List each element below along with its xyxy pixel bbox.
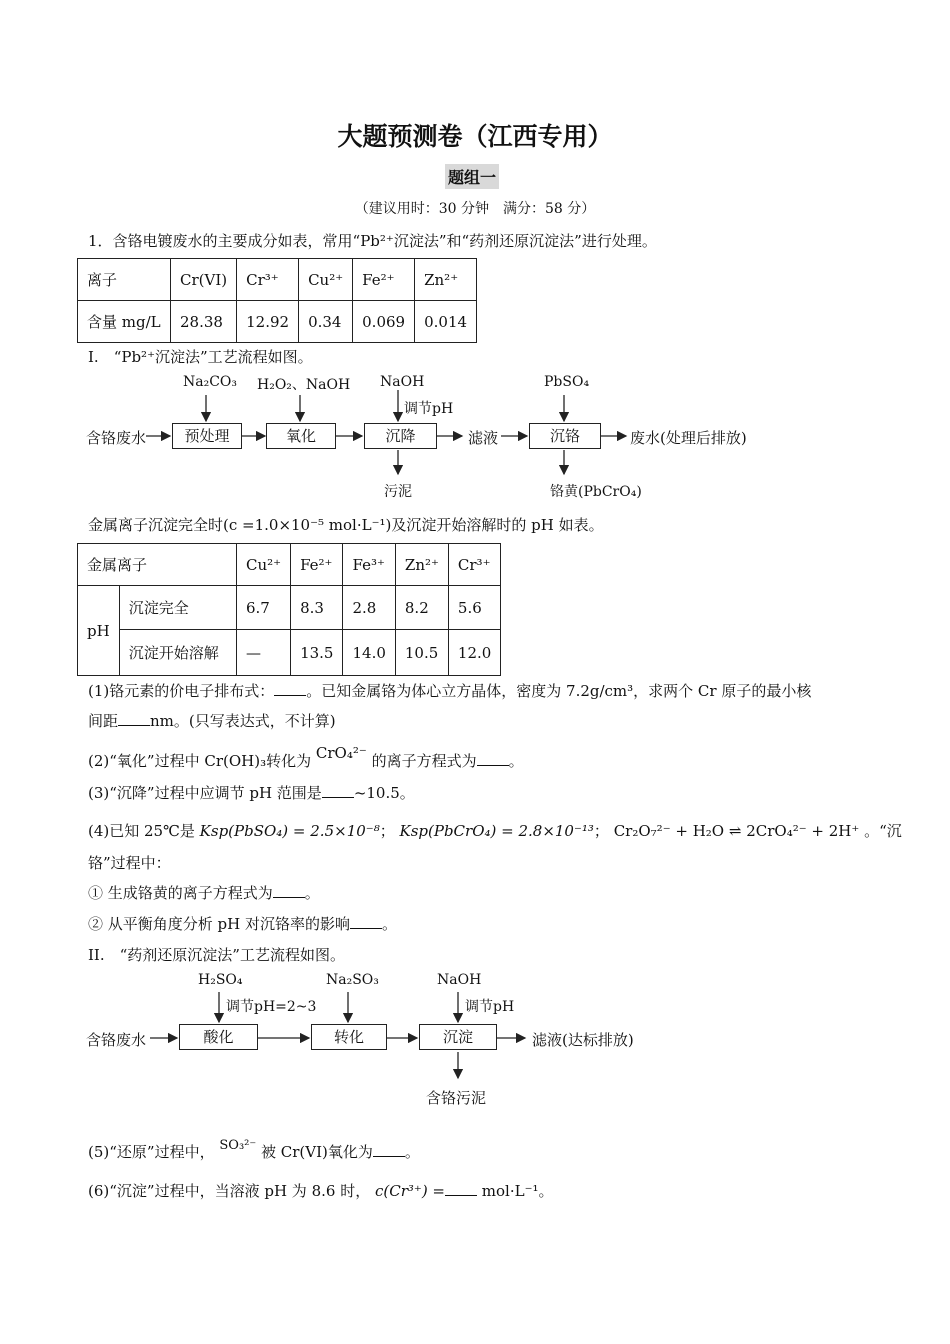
table-cell: 8.2 <box>395 586 448 630</box>
formula: CrO₄²⁻ <box>315 744 367 762</box>
punct: 。 <box>538 1182 554 1200</box>
question-text: ~10.5。 <box>353 784 415 802</box>
table-cell: 沉淀开始溶解 <box>119 630 236 676</box>
punct: 。 <box>382 915 398 933</box>
table-cell: pH <box>78 586 120 676</box>
question-text: (5)“还原”过程中， <box>88 1143 215 1161</box>
flow1-output-chrome-yellow: 铬黄(PbCrO₄) <box>550 484 642 500</box>
flow2-end-label: 滤液(达标排放) <box>532 1031 634 1049</box>
question-group-label: 题组一 <box>445 164 499 189</box>
flow2-adjust-label: 调节pH=2~3 <box>226 999 317 1015</box>
table-cell: Cr³⁺ <box>448 544 500 586</box>
table-cell: 金属离子 <box>78 544 237 586</box>
formula: Cr₂O₇²⁻ + H₂O ⇌ 2CrO₄²⁻ + 2H⁺ <box>613 822 860 840</box>
time-note: （建议用时：30 分钟 满分：58 分） <box>354 201 596 217</box>
answer-blank[interactable] <box>322 785 354 798</box>
flow1-adjust-label: 调节pH <box>404 401 454 417</box>
table-cell: 5.6 <box>448 586 500 630</box>
table-cell: 13.5 <box>291 630 343 676</box>
question-text: (1)铬元素的价电子排布式： <box>88 682 275 700</box>
table-cell: Cr(VI) <box>171 259 237 301</box>
flow1-output-sludge: 污泥 <box>384 484 412 500</box>
formula: SO₃²⁻ <box>219 1138 257 1153</box>
table-cell: 14.0 <box>343 630 395 676</box>
table-cell: 离子 <box>78 259 171 301</box>
flow2-box-precipitate: 沉淀 <box>419 1024 497 1050</box>
table-cell: Fe²⁺ <box>353 259 415 301</box>
flow2-start-label: 含铬废水 <box>86 1031 147 1049</box>
question-text: 间距 <box>88 712 119 730</box>
table-cell: 0.34 <box>299 301 353 343</box>
question-intro: 1．含铬电镀废水的主要成分如表，常用“Pb²⁺沉淀法”和“药剂还原沉淀法”进行处理。 <box>88 232 657 250</box>
flow2-box-acidify: 酸化 <box>179 1024 258 1050</box>
punct: 。 <box>304 884 320 902</box>
formula: c(Cr³⁺) = <box>374 1182 446 1200</box>
table-cell: Cu²⁺ <box>299 259 353 301</box>
table-cell: 28.38 <box>171 301 237 343</box>
flow1-end-label: 废水(处理后排放) <box>630 429 747 447</box>
question-4-sub2 <box>88 913 397 934</box>
answer-blank[interactable] <box>350 916 382 929</box>
part2-title: II. “药剂还原沉淀法”工艺流程如图。 <box>88 946 345 964</box>
flow2-box-convert: 转化 <box>311 1024 387 1050</box>
table-cell: 10.5 <box>395 630 448 676</box>
answer-blank[interactable] <box>274 683 306 696</box>
part1-title: I. “Pb²⁺沉淀法”工艺流程如图。 <box>88 348 313 366</box>
question-text: (3)“沉降”过程中应调节 pH 范围是 <box>88 784 322 802</box>
table-cell: 12.92 <box>237 301 299 343</box>
question-2 <box>88 744 524 771</box>
question-4-line2: 铬”过程中： <box>88 854 171 872</box>
flow2-reagent: Na₂SO₃ <box>326 972 379 988</box>
formula: Ksp(PbSO₄) = 2.5×10⁻⁸ <box>199 822 380 840</box>
flow1-reagent: Na₂CO₃ <box>183 374 238 390</box>
table-cell: 8.3 <box>291 586 343 630</box>
flow2-reagent: NaOH <box>437 972 482 988</box>
question-text: 。已知金属铬为体心立方晶体，密度为 7.2g/cm³，求两个 Cr 原子的最小核 <box>306 682 812 700</box>
table-cell: Zn²⁺ <box>395 544 448 586</box>
question-1-line1 <box>88 680 811 701</box>
table-cell: Cu²⁺ <box>237 544 291 586</box>
table-cell: 2.8 <box>343 586 395 630</box>
table-cell: 12.0 <box>448 630 500 676</box>
question-text: nm。(只写表达式，不计算) <box>150 712 336 730</box>
answer-blank[interactable] <box>118 713 150 726</box>
flow1-reagent: NaOH <box>380 374 425 390</box>
question-5 <box>88 1138 420 1162</box>
question-text: (2)“氧化”过程中 Cr(OH)₃转化为 <box>88 752 312 770</box>
answer-blank[interactable] <box>477 753 509 766</box>
table-cell: 0.069 <box>353 301 415 343</box>
answer-blank[interactable] <box>273 885 305 898</box>
table-cell: 含量 mg/L <box>78 301 171 343</box>
table-cell: 6.7 <box>237 586 291 630</box>
table-cell: 0.014 <box>415 301 477 343</box>
flow1-reagent: PbSO₄ <box>544 374 590 390</box>
table2-intro: 金属离子沉淀完全时(c =1.0×10⁻⁵ mol·L⁻¹)及沉淀开始溶解时的 pH 如表。 <box>88 516 604 534</box>
question-text: (4)已知 25℃是 <box>88 822 195 840</box>
table-cell: Zn²⁺ <box>415 259 477 301</box>
flow2-adjust-label: 调节pH <box>465 999 515 1015</box>
question-4-sub1 <box>88 882 320 903</box>
table-cell: — <box>237 630 291 676</box>
question-text: ② 从平衡角度分析 pH 对沉铬率的影响 <box>88 915 350 933</box>
answer-blank[interactable] <box>445 1183 477 1196</box>
flow1-box-settle: 沉降 <box>364 423 437 449</box>
answer-blank[interactable] <box>373 1144 405 1157</box>
formula: Ksp(PbCrO₄) = 2.8×10⁻¹³ <box>399 822 594 840</box>
flow1-box-chromium: 沉铬 <box>529 423 601 449</box>
unit: mol·L⁻¹ <box>481 1182 539 1200</box>
question-4-line1: (4)已知 25℃是 Ksp(PbSO₄) = 2.5×10⁻⁸； Ksp(PbCrO₄) = 2.8×10⁻¹³； Cr₂O₇²⁻ + H₂O ⇌ 2CrO₄²⁻ + 2H⁺ 。“沉 <box>88 822 902 840</box>
flow2-output-sludge: 含铬污泥 <box>426 1089 487 1107</box>
question-6 <box>88 1180 554 1201</box>
question-text: 。“沉 <box>864 822 902 840</box>
flow1-box-pretreat: 预处理 <box>172 423 242 449</box>
table-cell: Fe³⁺ <box>343 544 395 586</box>
punct: 。 <box>508 752 524 770</box>
question-text: 的离子方程式为 <box>371 752 477 770</box>
table-cell: Cr³⁺ <box>237 259 299 301</box>
ph-table <box>77 543 501 676</box>
question-3 <box>88 782 415 803</box>
flow1-box-oxidize: 氧化 <box>266 423 336 449</box>
question-text: 被 Cr(VI)氧化为 <box>261 1143 373 1161</box>
flow1-filtrate-label: 滤液 <box>468 429 499 447</box>
question-1-line2 <box>88 710 336 731</box>
flow2-reagent: H₂SO₄ <box>198 972 243 988</box>
table-cell: 沉淀完全 <box>119 586 236 630</box>
page-title: 大题预测卷（江西专用） <box>337 122 613 151</box>
question-text: ① 生成铬黄的离子方程式为 <box>88 884 273 902</box>
flow1-start-label: 含铬废水 <box>86 429 147 447</box>
question-text: (6)“沉淀”过程中，当溶液 pH 为 8.6 时， <box>88 1182 371 1200</box>
flow1-reagent: H₂O₂、NaOH <box>257 377 351 393</box>
punct: 。 <box>404 1143 420 1161</box>
table-cell: Fe²⁺ <box>291 544 343 586</box>
